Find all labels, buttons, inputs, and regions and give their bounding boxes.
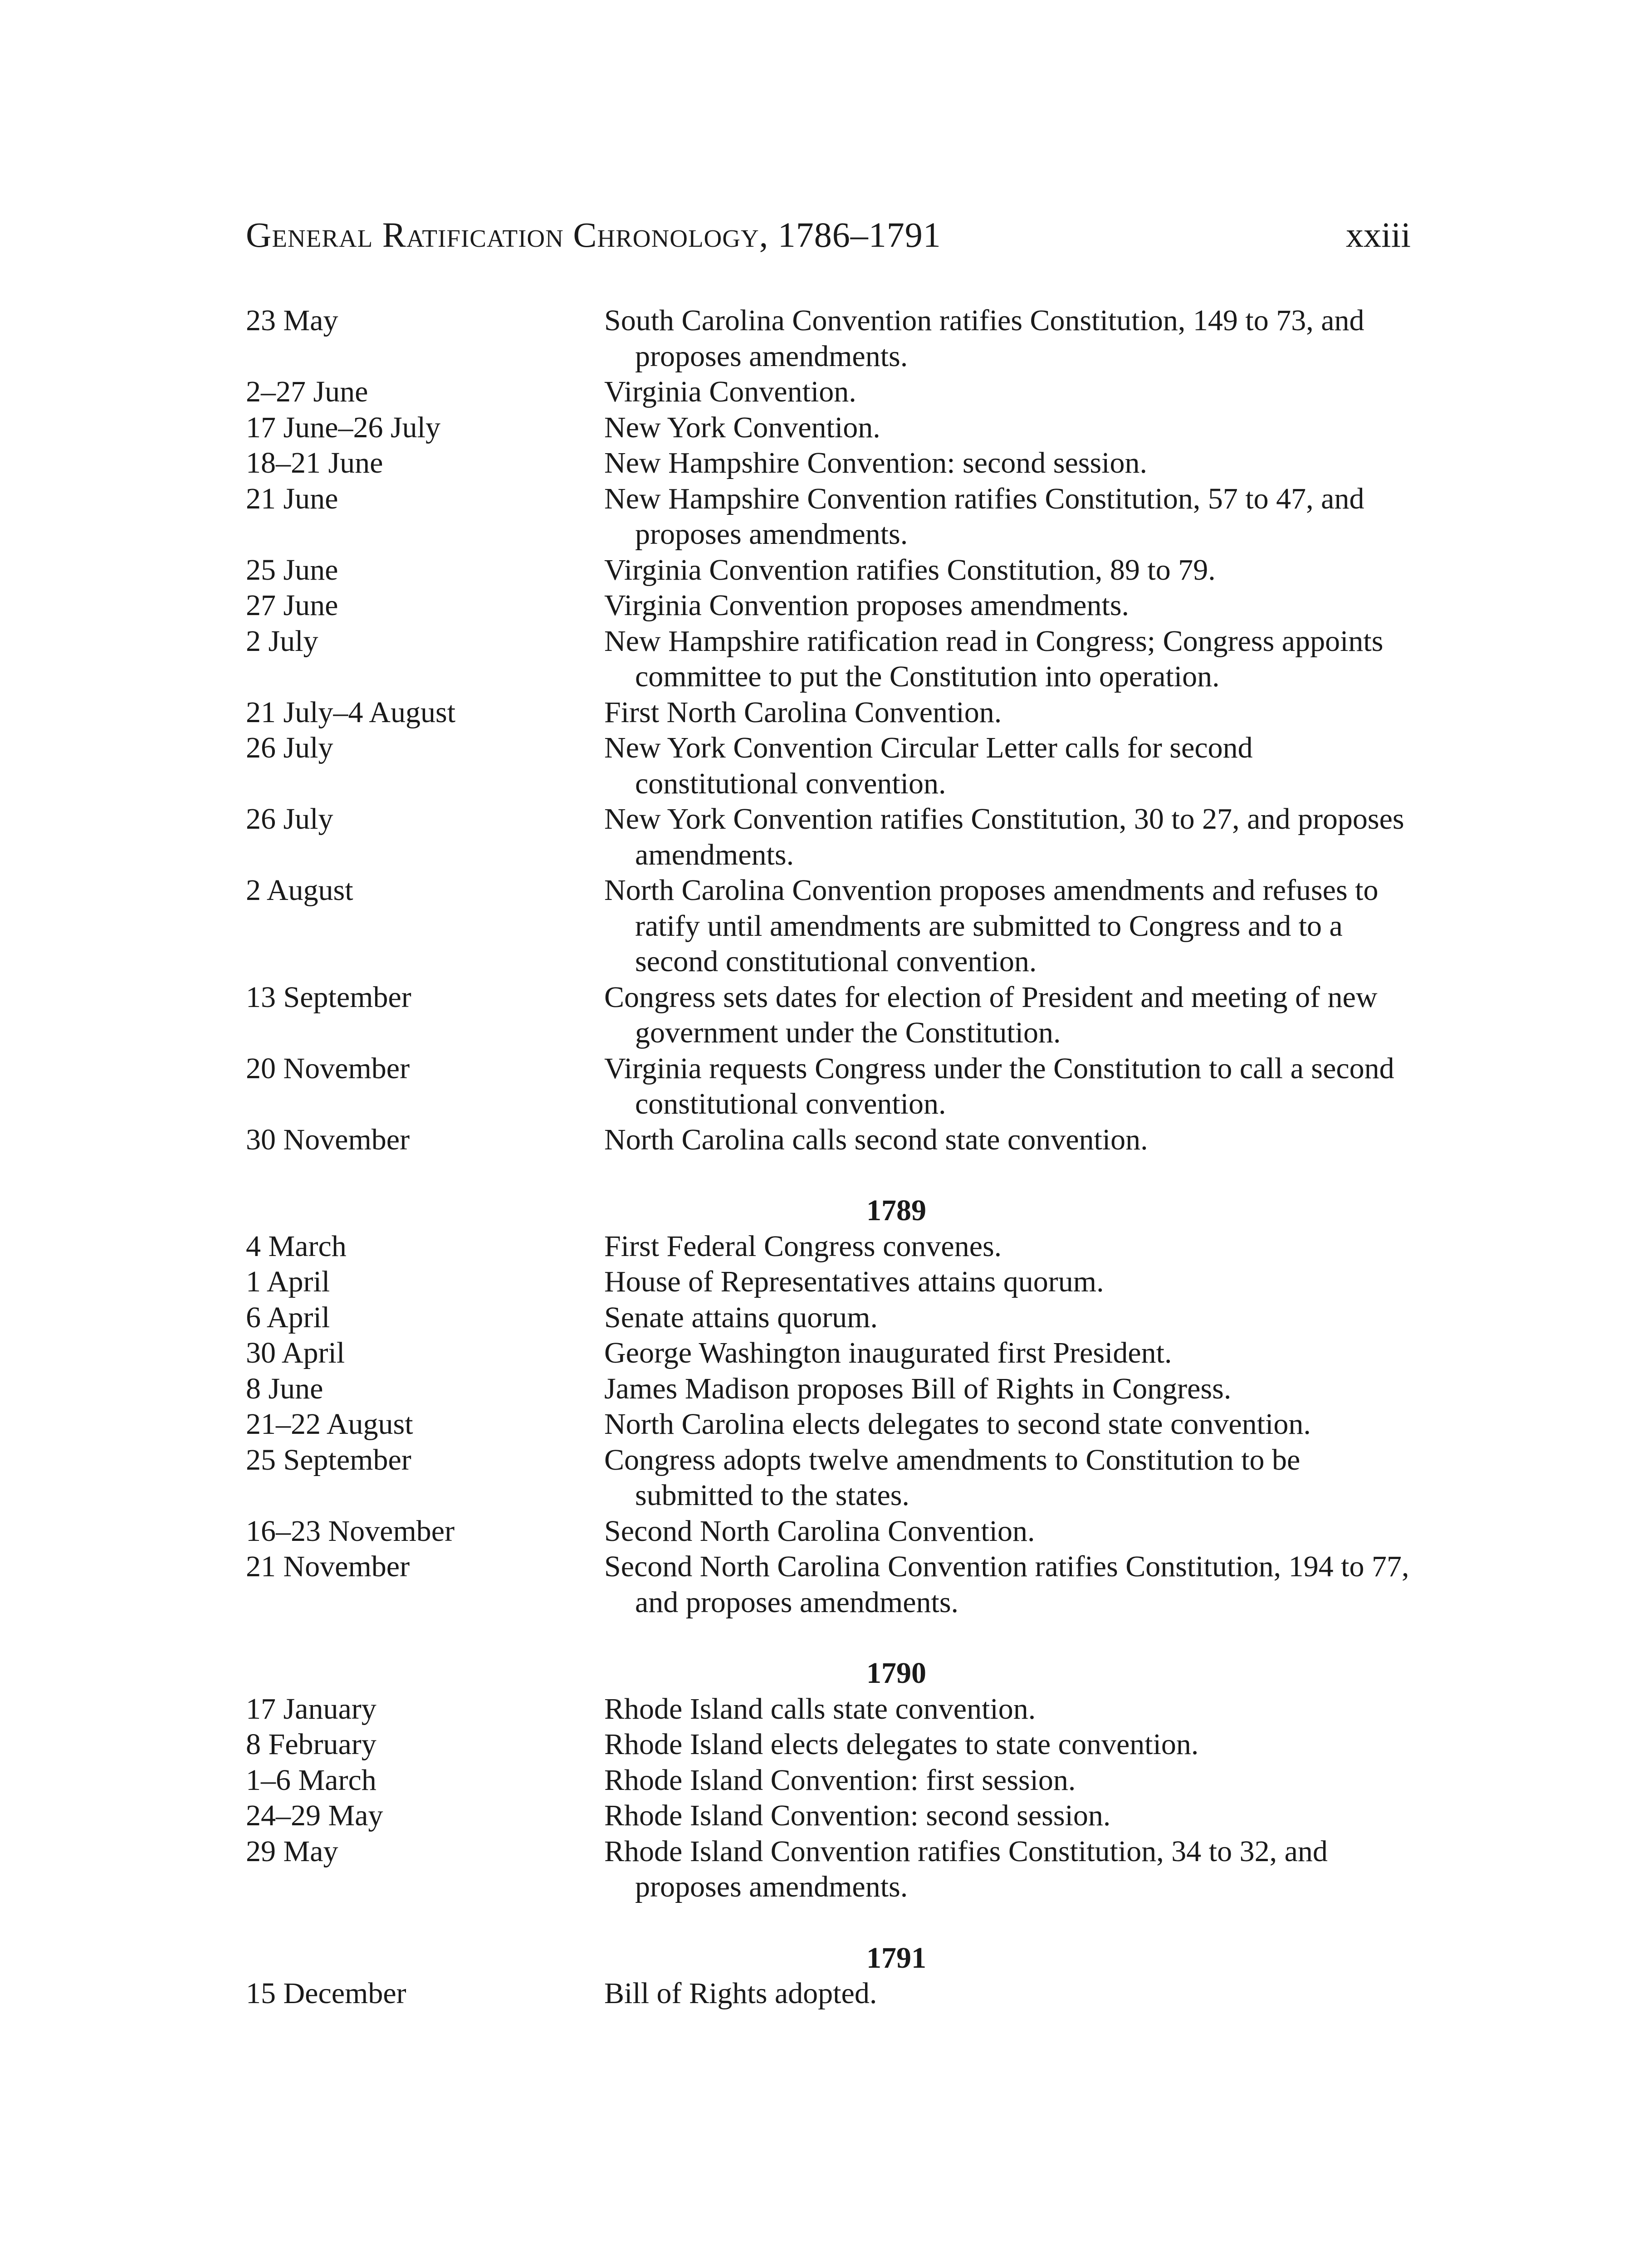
entry-text: New Hampshire ratification read in Congress; Congress appoints committee to put the Constitution into operation. bbox=[604, 624, 1384, 693]
entry-date: 21–22 August bbox=[246, 1408, 413, 1441]
chronology-entry bbox=[246, 303, 1411, 374]
entry-text: Rhode Island Convention: second session. bbox=[604, 1799, 1111, 1832]
entry-date: 25 June bbox=[246, 553, 338, 587]
entry-text: Bill of Rights adopted. bbox=[604, 1977, 877, 2010]
entry-text: Virginia Convention. bbox=[604, 375, 856, 408]
entry-text: New Hampshire Convention: second session. bbox=[604, 446, 1147, 479]
entry-date: 26 July bbox=[246, 802, 333, 836]
chronology-entry bbox=[246, 1727, 1411, 1763]
entry-text: New York Convention ratifies Constitution, 30 to 27, and proposes amendments. bbox=[604, 802, 1404, 871]
entry-date: 21 July–4 August bbox=[246, 695, 456, 729]
entry-date: 1–6 March bbox=[246, 1763, 376, 1797]
entry-text: North Carolina Convention proposes amendments and refuses to ratify until amendments are submitted to Congress and to a second constitutional convention. bbox=[604, 874, 1379, 978]
entry-date: 23 May bbox=[246, 304, 338, 337]
entry-date: 27 June bbox=[246, 589, 338, 622]
chronology-entry bbox=[246, 730, 1411, 802]
entry-text: House of Representatives attains quorum. bbox=[604, 1265, 1104, 1298]
entry-date: 13 September bbox=[246, 980, 411, 1014]
entry-date: 29 May bbox=[246, 1834, 338, 1868]
entry-date: 21 November bbox=[246, 1550, 410, 1583]
chronology-entry bbox=[246, 1371, 1411, 1407]
entry-text: Congress adopts twelve amendments to Constitution to be submitted to the states. bbox=[604, 1443, 1301, 1512]
chronology-entry bbox=[246, 552, 1411, 588]
running-title: General Ratification Chronology, 1786–1791 bbox=[246, 215, 941, 254]
entry-date: 17 January bbox=[246, 1692, 376, 1725]
entry-date: 2–27 June bbox=[246, 375, 368, 408]
entry-date: 2 July bbox=[246, 624, 318, 658]
chronology-entry bbox=[246, 410, 1411, 446]
chronology-entry bbox=[246, 588, 1411, 624]
entry-date: 30 November bbox=[246, 1123, 410, 1156]
chronology-entry bbox=[246, 1763, 1411, 1799]
entry-text: North Carolina calls second state convention. bbox=[604, 1123, 1148, 1156]
chronology-entry bbox=[246, 802, 1411, 873]
chronology-body bbox=[246, 303, 1411, 2012]
entry-date: 17 June–26 July bbox=[246, 411, 440, 444]
entry-text: Second North Carolina Convention ratifies Constitution, 194 to 77, and proposes amendments. bbox=[604, 1550, 1409, 1619]
chronology-group-1790 bbox=[246, 1691, 1411, 1905]
chronology-entry bbox=[246, 1407, 1411, 1442]
entry-text: New York Convention. bbox=[604, 411, 880, 444]
entry-text: South Carolina Convention ratifies Constitution, 149 to 73, and proposes amendments. bbox=[604, 304, 1364, 373]
entry-text: Virginia requests Congress under the Constitution to call a second constitutional convention. bbox=[604, 1051, 1394, 1120]
entry-date: 8 June bbox=[246, 1372, 323, 1405]
entry-date: 8 February bbox=[246, 1728, 376, 1761]
chronology-entry bbox=[246, 374, 1411, 410]
chronology-entry bbox=[246, 445, 1411, 481]
page-number: xxiii bbox=[1345, 215, 1411, 254]
chronology-group-1789 bbox=[246, 1229, 1411, 1621]
entry-text: Rhode Island Convention ratifies Constitution, 34 to 32, and proposes amendments. bbox=[604, 1834, 1328, 1903]
entry-text: Virginia Convention ratifies Constitution, 89 to 79. bbox=[604, 553, 1216, 587]
entry-text: James Madison proposes Bill of Rights in Congress. bbox=[604, 1372, 1232, 1405]
entry-date: 4 March bbox=[246, 1229, 347, 1263]
entry-text: Senate attains quorum. bbox=[604, 1300, 878, 1334]
chronology-entry bbox=[246, 481, 1411, 552]
entry-date: 26 July bbox=[246, 731, 333, 764]
chronology-entry bbox=[246, 1335, 1411, 1371]
entry-date: 20 November bbox=[246, 1051, 410, 1085]
entry-text: First Federal Congress convenes. bbox=[604, 1229, 1002, 1263]
running-header bbox=[246, 212, 1411, 258]
entry-text: First North Carolina Convention. bbox=[604, 695, 1002, 729]
chronology-entry bbox=[246, 624, 1411, 695]
chronology-group-1788 bbox=[246, 303, 1411, 1158]
year-heading-1790: 1790 bbox=[866, 1657, 926, 1690]
entry-date: 1 April bbox=[246, 1265, 330, 1298]
chronology-entry bbox=[246, 1691, 1411, 1727]
chronology-entry bbox=[246, 1300, 1411, 1336]
entry-date: 25 September bbox=[246, 1443, 411, 1476]
entry-date: 6 April bbox=[246, 1300, 330, 1334]
chronology-entry bbox=[246, 1051, 1411, 1122]
entry-text: North Carolina elects delegates to second state convention. bbox=[604, 1408, 1311, 1441]
chronology-entry bbox=[246, 873, 1411, 980]
entry-text: Rhode Island Convention: first session. bbox=[604, 1763, 1076, 1797]
entry-date: 24–29 May bbox=[246, 1799, 383, 1832]
entry-text: Virginia Convention proposes amendments. bbox=[604, 589, 1129, 622]
entry-text: Second North Carolina Convention. bbox=[604, 1514, 1035, 1548]
entry-text: New York Convention Circular Letter calls for second constitutional convention. bbox=[604, 731, 1253, 800]
chronology-entry bbox=[246, 1442, 1411, 1514]
chronology-entry bbox=[246, 1834, 1411, 1905]
chronology-entry bbox=[246, 1976, 1411, 2012]
entry-text: George Washington inaugurated first President. bbox=[604, 1336, 1172, 1369]
entry-text: New Hampshire Convention ratifies Constitution, 57 to 47, and proposes amendments. bbox=[604, 482, 1364, 551]
chronology-entry bbox=[246, 1229, 1411, 1265]
chronology-group-1791 bbox=[246, 1976, 1411, 2012]
entry-text: Rhode Island calls state convention. bbox=[604, 1692, 1036, 1725]
entry-text: Congress sets dates for election of President and meeting of new government under the Constitution. bbox=[604, 980, 1378, 1049]
year-heading-1791: 1791 bbox=[866, 1941, 926, 1975]
entry-date: 2 August bbox=[246, 874, 353, 907]
chronology-entry bbox=[246, 1798, 1411, 1834]
entry-text: Rhode Island elects delegates to state convention. bbox=[604, 1728, 1199, 1761]
entry-date: 30 April bbox=[246, 1336, 345, 1369]
entry-date: 15 December bbox=[246, 1977, 406, 2010]
chronology-entry bbox=[246, 1549, 1411, 1620]
entry-date: 18–21 June bbox=[246, 446, 383, 479]
chronology-entry bbox=[246, 695, 1411, 731]
chronology-entry bbox=[246, 1514, 1411, 1549]
entry-date: 16–23 November bbox=[246, 1514, 455, 1548]
entry-date: 21 June bbox=[246, 482, 338, 515]
chronology-entry bbox=[246, 1264, 1411, 1300]
chronology-entry bbox=[246, 980, 1411, 1051]
year-heading-1789: 1789 bbox=[866, 1194, 926, 1227]
chronology-entry bbox=[246, 1122, 1411, 1158]
